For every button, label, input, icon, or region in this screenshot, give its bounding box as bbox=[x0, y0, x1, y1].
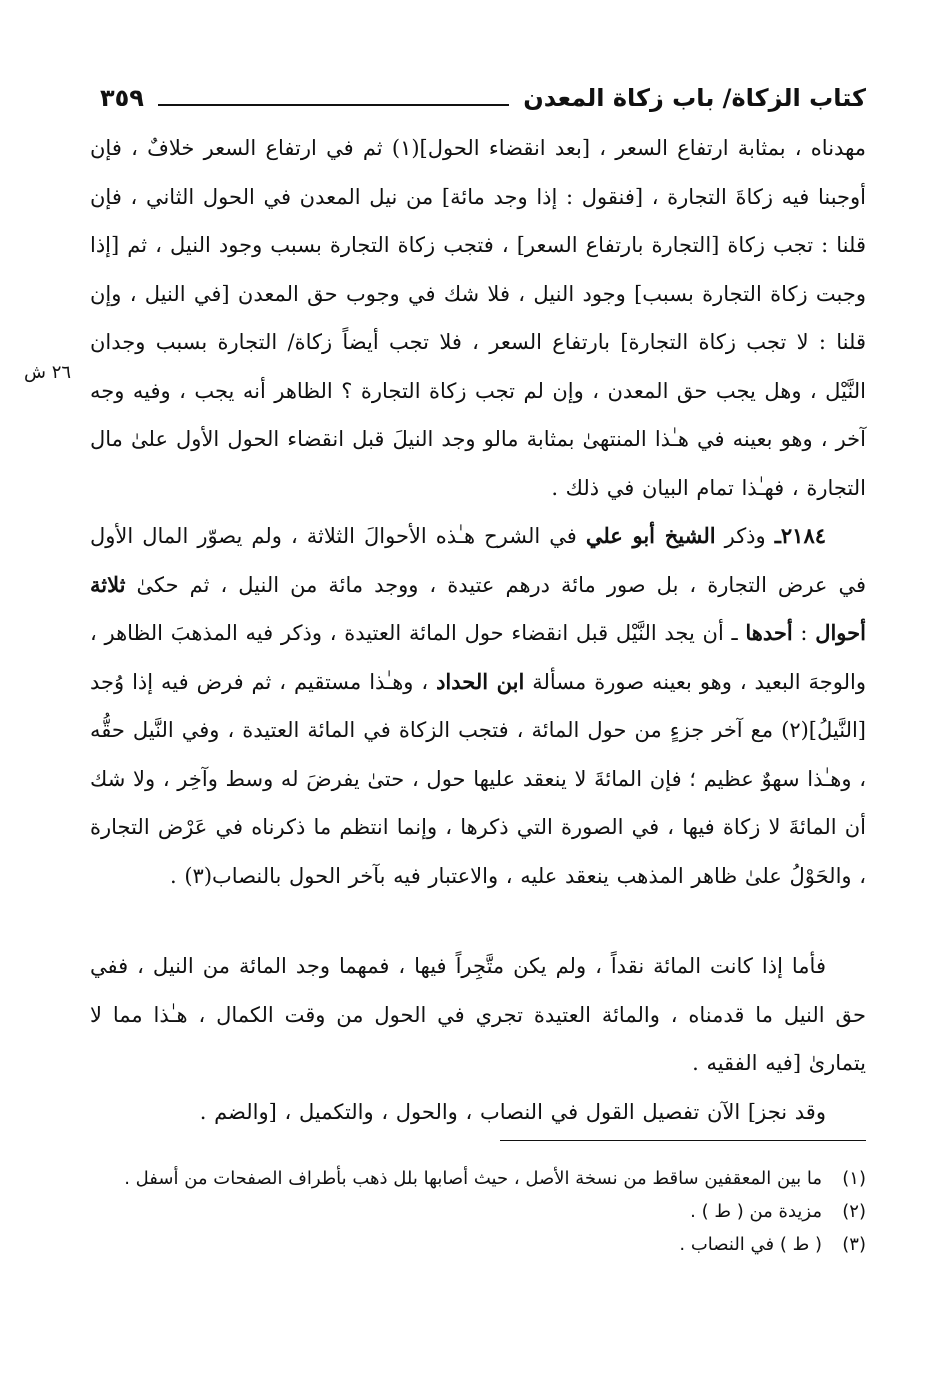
margin-folio-note: ٢٦ ش bbox=[24, 362, 72, 383]
paragraph-4-body: وقد نجز] الآن تفصيل القول في النصاب ، والحول ، والتكميل ، [والضم . bbox=[199, 1100, 826, 1124]
paragraph-4 bbox=[90, 1088, 866, 1137]
paragraph-3-text bbox=[90, 942, 866, 1088]
paragraph-3 bbox=[90, 942, 866, 1088]
paragraph-2 bbox=[90, 512, 866, 900]
header-title: كتاب الزكاة/ باب زكاة المعدن bbox=[523, 84, 866, 112]
issue-number: ٢١٨٤ـ bbox=[774, 523, 827, 548]
footnote-number: (٢) bbox=[842, 1201, 866, 1222]
paragraph-2-part-e: ، وهـٰذا مستقيم ، ثم فرض فيه إذا وُجد [النَّيلُ](٢) مع آخر جزءٍ من حول المائة ، فتجب الزكاة في المائة العتيدة ، وفي النَّيل حقُّه ، وهـٰذا سهوٌ عظيم ؛ فإن المائةَ لا ينعقد عليها حول ، حتىٰ يفرضَ له وسط وآخِر ، ولا شك أن المائةَ لا زكاة فيها ، في الصورة التي ذكرها ، وإنما انتظم ما ذكرناه في عَرْض التجارة ، والحَوْلُ علىٰ ظاهر المذهب ينعقد عليه ، والاعتبار فيه بآخر الحول بالنصاب(٣) . bbox=[90, 669, 866, 888]
paragraph-4-text bbox=[90, 1088, 866, 1137]
three-cases-term: ثلاثة أحوال bbox=[90, 571, 866, 645]
paragraph-3-body: فأما إذا كانت المائة نقداً ، ولم يكن متَّجِراً فيها ، فمهما وجد المائة من النيل ، ففي حق النيل ما قدمناه ، والمائة العتيدة تجري في الحول من وقت الكمال ، هـٰذا مما لا يتمارىٰ [فيه الفقيه . bbox=[90, 954, 866, 1075]
footnote-number: (٣) bbox=[842, 1234, 866, 1255]
footnote-text: ( ط ) في النصاب . bbox=[679, 1234, 822, 1255]
first-case-term: أحدها bbox=[745, 620, 793, 645]
footnote-text: مزيدة من ( ط ) . bbox=[690, 1201, 822, 1222]
footnote-separator bbox=[500, 1140, 866, 1141]
paragraph-2-part-d: ـ أن يجد النَّيْل قبل انقضاء حول المائة العتيدة ، وذكر فيه المذهبَ الظاهر ، والوجهَ البعيد ، وهو بعينه صورة مسألة bbox=[90, 621, 866, 694]
header-rule bbox=[158, 104, 509, 106]
paragraph-2-part-a: وذكر bbox=[715, 524, 775, 548]
paragraph-1-text: مهدناه ، بمثابة ارتفاع السعر ، [بعد انقضاء الحول](١) ثم في ارتفاع السعر خلافٌ ، فإن أوجبنا فيه زكاةَ التجارة ، [فنقول : إذا وجد مائة] من نيل المعدن في الحول الثاني ، فإن قلنا : تجب زكاة [التجارة بارتفاع السعر] ، فتجب زكاة التجارة بسبب وجود النيل ، ثم [إذا وجبت زكاة التجارة بسبب] وجود النيل ، فلا شك في وجوب حق المعدن [في النيل ، وإن قلنا : لا تجب زكاة التجارة] بارتفاع السعر ، فلا تجب أيضاً زكاة/ التجارة بسبب وجدان النَّيْل ، وهل يجب حق المعدن ، وإن لم تجب زكاة التجارة ؟ الظاهر أنه يجب ، وفيه وجه آخر ، وهو بعينه في هـٰذا المنتهىٰ بمثابة مالو وجد النيلَ قبل انقضاء الحول الأول علىٰ مال التجارة ، فهـٰذا تمام البيان في ذلك . bbox=[90, 136, 867, 500]
footnote-text: ما بين المعقفين ساقط من نسخة الأصل ، حيث أصابها بلل ذهب بأطراف الصفحات من أسفل . bbox=[124, 1168, 822, 1189]
footnote bbox=[86, 1162, 866, 1195]
footnotes bbox=[86, 1162, 866, 1261]
running-header bbox=[100, 76, 866, 120]
scholar-name-ibn-al-haddad: ابن الحداد bbox=[436, 668, 525, 694]
page-number: ٣٥٩ bbox=[100, 84, 144, 112]
footnote-number: (١) bbox=[842, 1168, 866, 1189]
paragraph-1 bbox=[90, 124, 866, 512]
footnote bbox=[86, 1228, 866, 1261]
scholar-name-abu-ali: الشيخ أبو علي bbox=[585, 523, 716, 548]
footnote bbox=[86, 1195, 866, 1228]
paragraph-2-part-b: في الشرح هـٰذه الأحوالَ الثلاثة ، ولم يصوّر المال الأول في عرض التجارة ، بل صور مائة درهم عتيدة ، ووجد مائة من النيل ، ثم حكىٰ bbox=[90, 524, 866, 597]
paragraph-2-part-c: : bbox=[792, 621, 816, 645]
paragraph-2-text bbox=[90, 512, 866, 900]
